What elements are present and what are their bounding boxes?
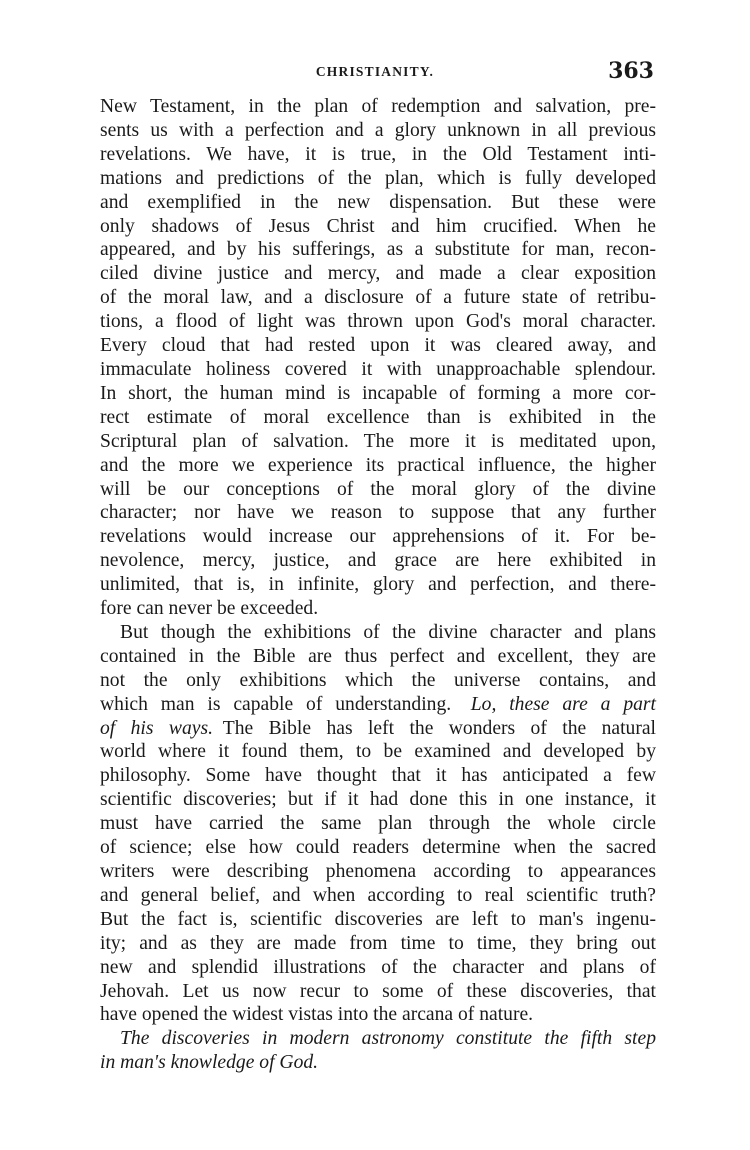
- paragraph-2: [100, 621, 656, 1027]
- text-line: sents us with a perfection and a glory unknown in all previous: [100, 119, 656, 141]
- text-line: [100, 717, 656, 741]
- text-line: Scriptural plan of salvation. The more it is meditated upon,: [100, 430, 656, 452]
- text-line: immaculate holiness covered it with unapproachable splendour.: [100, 358, 656, 380]
- running-head: [0, 58, 750, 88]
- text-line: In short, the human mind is incapable of forming a more cor-: [100, 382, 656, 404]
- italic-phrase: of his ways.: [100, 717, 213, 739]
- text-line: contained in the Bible are thus perfect and excellent, they are: [100, 645, 656, 667]
- text-line: mations and predictions of the plan, which is fully developed: [100, 167, 656, 189]
- text-line: appeared, and by his sufferings, as a substitute for man, recon-: [100, 239, 656, 261]
- body-text: [100, 95, 656, 1075]
- text-line: But the fact is, scientific discoveries are left to man's ingenu-: [100, 908, 656, 930]
- text-line: New Testament, in the plan of redemption and salvation, pre-: [100, 96, 656, 117]
- text-line: nevolence, mercy, justice, and grace are here exhibited in: [100, 550, 656, 572]
- text-line: and the more we experience its practical influence, the higher: [100, 454, 656, 476]
- text-line: of the moral law, and a disclosure of a future state of retribu-: [100, 287, 656, 309]
- text-line: rect estimate of moral excellence than is exhibited in the: [100, 406, 656, 428]
- text-line: unlimited, that is, in infinite, glory and perfection, and there-: [100, 574, 656, 596]
- text-line: only shadows of Jesus Christ and him crucified. When he: [100, 215, 656, 237]
- text-line: revelations would increase our apprehensions of it. For be-: [100, 526, 656, 548]
- text-line: But though the exhibitions of the divine character and plans: [120, 621, 656, 643]
- text-segment: The Bible has left the wonders of the natural: [222, 717, 656, 739]
- text-line: ciled divine justice and mercy, and made a clear exposition: [100, 263, 656, 285]
- text-line: writers were describing phenomena according to appearances: [100, 861, 656, 882]
- text-line: Every cloud that had rested upon it was cleared away, and: [100, 335, 656, 357]
- italic-line: The discoveries in modern astronomy constitute the fifth step: [120, 1028, 656, 1050]
- page-number: 363: [608, 58, 654, 84]
- text-line: character; nor have we reason to suppose that any further: [100, 502, 656, 524]
- italic-line: in man's knowledge of God.: [100, 1052, 319, 1074]
- text-line: fore can never be exceeded.: [100, 598, 319, 620]
- italic-phrase: Lo, these are a part: [470, 693, 657, 715]
- text-line: scientific discoveries; but if it had done this in one instance, it: [100, 789, 656, 811]
- running-title: CHRISTIANITY.: [315, 64, 435, 79]
- text-line: [100, 693, 656, 717]
- text-line: will be our conceptions of the moral glory of the divine: [100, 478, 656, 500]
- text-line: not the only exhibitions which the universe contains, and: [100, 669, 656, 691]
- text-line: ity; and as they are made from time to time, they bring out: [100, 932, 656, 954]
- text-line: tions, a flood of light was thrown upon God's moral character.: [100, 311, 656, 333]
- paragraph-1: [100, 95, 656, 621]
- text-line: world where it found them, to be examined and developed by: [100, 741, 656, 763]
- text-line: Jehovah. Let us now recur to some of these discoveries, that: [100, 980, 656, 1002]
- text-segment: which man is capable of understanding.: [100, 693, 452, 715]
- text-line: revelations. We have, it is true, in the Old Testament inti-: [100, 143, 656, 165]
- text-line: of science; else how could readers determine when the sacred: [100, 837, 656, 859]
- text-line: and general belief, and when according to real scientific truth?: [100, 884, 656, 906]
- text-line: new and splendid illustrations of the character and plans of: [100, 956, 656, 978]
- text-line: must have carried the same plan through the whole circle: [100, 813, 656, 835]
- text-line: have opened the widest vistas into the arcana of nature.: [100, 1004, 534, 1026]
- text-line: philosophy. Some have thought that it has anticipated a few: [100, 765, 656, 787]
- paragraph-3: [100, 1027, 656, 1075]
- text-line: and exemplified in the new dispensation. But these were: [100, 191, 656, 213]
